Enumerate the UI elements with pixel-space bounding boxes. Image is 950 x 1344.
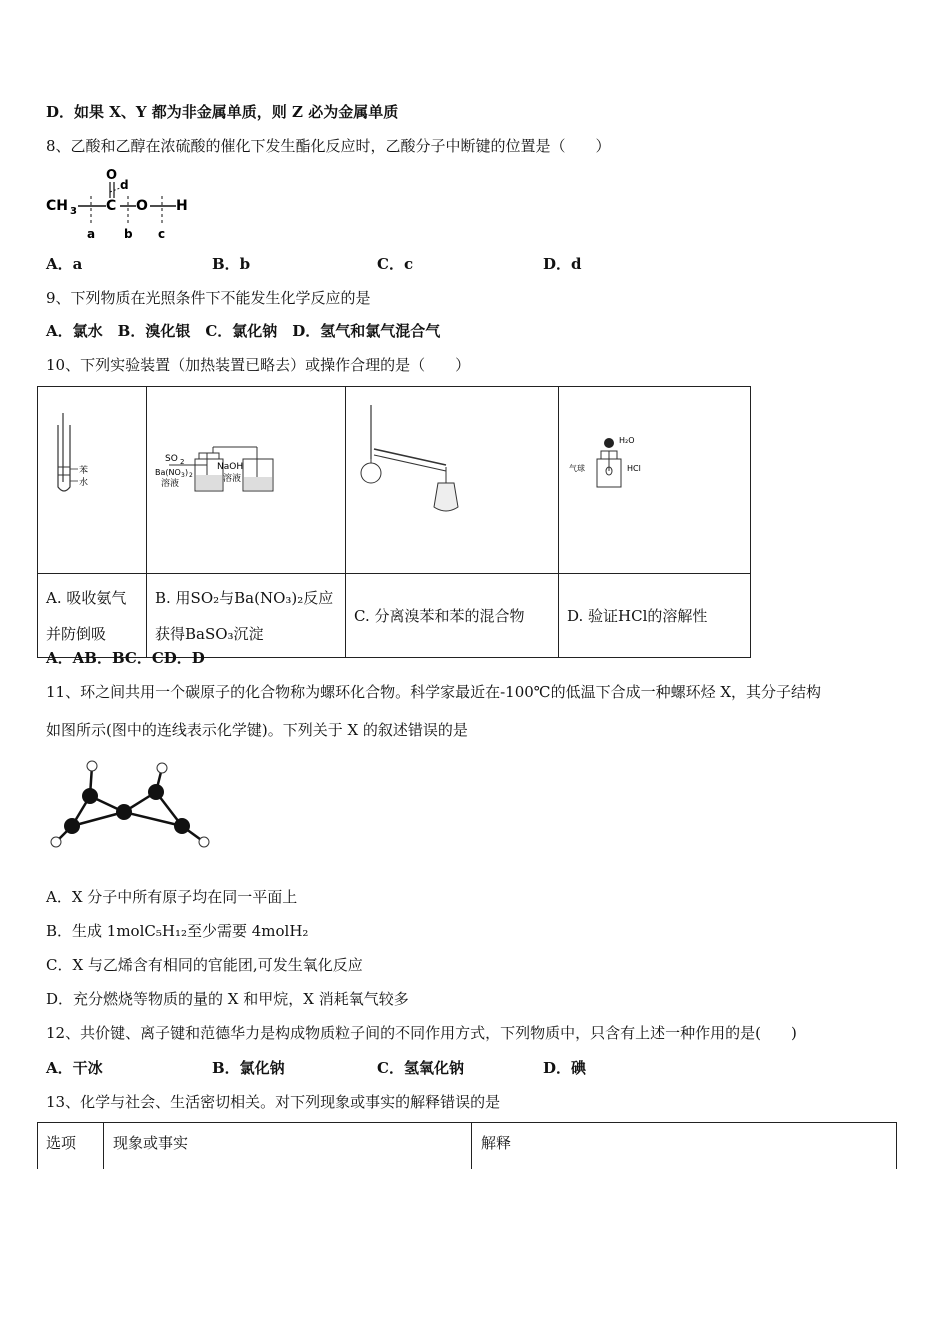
header-phenomenon: 现象或事实 bbox=[113, 1134, 189, 1152]
q9-options[interactable]: A．氯水 B．溴化银 C．氯化钠 D．氢气和氯气混合气 bbox=[46, 322, 441, 340]
q12-option-d[interactable]: D．碘 bbox=[543, 1059, 587, 1077]
label-so2-sub: 2 bbox=[180, 458, 185, 466]
apparatus-d-cell bbox=[559, 387, 751, 574]
caption-a: A. 吸收氨气并防倒吸 bbox=[38, 574, 147, 658]
label-water: 水 bbox=[79, 478, 89, 488]
test-tube-figure bbox=[38, 387, 146, 561]
q8-option-c[interactable]: C．c bbox=[377, 255, 414, 273]
caption-c: C. 分离溴苯和苯的混合物 bbox=[346, 574, 559, 658]
label-ba-no3: Ba(NO bbox=[155, 468, 181, 477]
q12-option-b[interactable]: B．氯化钠 bbox=[212, 1059, 285, 1077]
q11-option-a[interactable]: A．X 分子中所有原子均在同一平面上 bbox=[46, 888, 298, 906]
fountain-figure bbox=[559, 387, 750, 561]
gas-bottles-figure bbox=[147, 387, 345, 561]
spiro-molecule-figure bbox=[44, 754, 214, 858]
label-ba-sub2: 2 bbox=[189, 472, 193, 479]
label-solution-2: 溶液 bbox=[223, 474, 242, 484]
label-solution-1: 溶液 bbox=[161, 479, 180, 489]
q8-option-b[interactable]: B．b bbox=[212, 255, 251, 273]
label-naoh: NaOH bbox=[217, 462, 244, 472]
label-a: a bbox=[87, 227, 96, 241]
apparatus-b-cell bbox=[147, 387, 346, 574]
q11-option-b[interactable]: B．生成 1molC₅H₁₂至少需要 4molH₂ bbox=[46, 922, 309, 940]
formula-o: O bbox=[136, 198, 148, 214]
q8-option-d[interactable]: D．d bbox=[543, 255, 582, 273]
q7-option-d: D．如果 X、Y 都为非金属单质，则 Z 必为金属单质 bbox=[46, 103, 399, 121]
q9-stem: 9、下列物质在光照条件下不能发生化学反应的是 bbox=[46, 289, 371, 307]
q10-stem: 10、下列实验装置（加热装置已略去）或操作合理的是（ ） bbox=[46, 356, 471, 374]
apparatus-c-cell bbox=[346, 387, 559, 574]
formula-ch3: CH bbox=[46, 198, 68, 214]
label-benzene: 苯 bbox=[79, 466, 89, 476]
q11-stem-line2: 如图所示(图中的连线表示化学键)。下列关于 X 的叙述错误的是 bbox=[46, 721, 468, 739]
label-h2o: H₂O bbox=[619, 436, 635, 445]
q11-stem-line1: 11、环之间共用一个碳原子的化合物称为螺环化合物。科学家最近在-100℃的低温下合成一种螺环烃 X，其分子结构 bbox=[46, 683, 822, 701]
q12-option-a[interactable]: A．干冰 bbox=[46, 1059, 103, 1077]
q10-apparatus-table bbox=[37, 386, 751, 658]
formula-h: H bbox=[176, 198, 188, 214]
formula-c: C bbox=[106, 198, 117, 214]
label-c: c bbox=[158, 227, 166, 241]
header-explanation: 解释 bbox=[481, 1134, 512, 1152]
q11-option-c[interactable]: C．X 与乙烯含有相同的官能团,可发生氧化反应 bbox=[46, 956, 363, 974]
distillation-figure bbox=[346, 387, 558, 561]
label-ba-sub: 3 bbox=[181, 472, 185, 479]
acetic-acid-formula bbox=[44, 166, 204, 242]
q13-table-header bbox=[37, 1122, 897, 1169]
label-b: b bbox=[124, 227, 133, 241]
apparatus-a-cell bbox=[38, 387, 147, 574]
q12-stem: 12、共价键、离子键和范德华力是构成物质粒子间的不同作用方式，下列物质中，只含有上述一种作用的是( ) bbox=[46, 1024, 797, 1042]
label-balloon: 气球 bbox=[569, 464, 585, 473]
formula-ch3-sub: 3 bbox=[70, 206, 77, 217]
label-hcl: HCl bbox=[627, 464, 641, 473]
q11-option-d[interactable]: D．充分燃烧等物质的量的 X 和甲烷，X 消耗氧气较多 bbox=[46, 990, 409, 1008]
header-option: 选项 bbox=[46, 1134, 77, 1152]
q12-option-c[interactable]: C．氢氧化钠 bbox=[377, 1059, 464, 1077]
q10-answer-options[interactable]: A．AB．BC．CD．D bbox=[46, 649, 205, 667]
label-so2: SO bbox=[165, 454, 178, 464]
formula-o-top: O bbox=[106, 168, 118, 183]
caption-b: B. 用SO₂与Ba(NO₃)₂反应获得BaSO₃沉淀 bbox=[147, 574, 346, 658]
q8-stem: 8、乙酸和乙醇在浓硫酸的催化下发生酯化反应时，乙酸分子中断键的位置是（ ） bbox=[46, 137, 611, 155]
label-d: d bbox=[120, 178, 129, 192]
q13-stem: 13、化学与社会、生活密切相关。对下列现象或事实的解释错误的是 bbox=[46, 1093, 501, 1111]
caption-d: D. 验证HCl的溶解性 bbox=[559, 574, 751, 658]
label-ba-close: ) bbox=[185, 468, 189, 477]
q8-option-a[interactable]: A．a bbox=[46, 255, 83, 273]
